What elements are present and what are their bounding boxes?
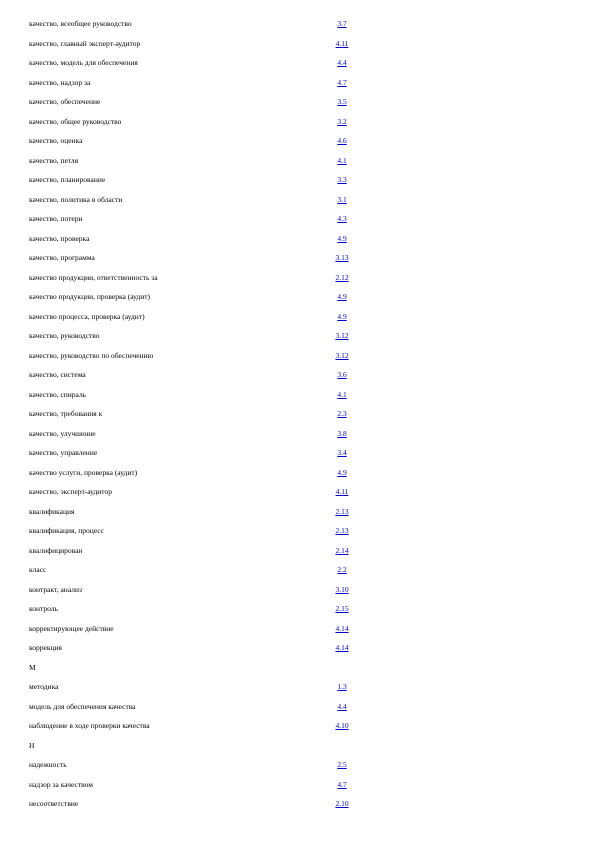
index-page-link[interactable]: 2.12	[335, 272, 349, 282]
index-page-link[interactable]: 4.10	[335, 721, 349, 730]
index-term: надзор за качеством	[29, 779, 94, 789]
index-term: коррекция	[29, 643, 62, 652]
index-entry	[29, 716, 369, 736]
index-page-link[interactable]: 4.9	[337, 311, 347, 321]
index-term: качество, модель для обеспечения	[29, 58, 138, 67]
index-term: качество, спираль	[29, 389, 87, 399]
index-page-link[interactable]: 2.3	[337, 409, 347, 418]
index-entry	[29, 560, 369, 580]
index-page-link[interactable]: 2.13	[335, 526, 349, 535]
index-entry	[29, 463, 369, 483]
index-entry	[29, 248, 369, 268]
index-page-link[interactable]: 4.9	[337, 233, 347, 243]
index-term: модель для обеспечения качества	[29, 701, 136, 711]
index-term: качество, руководство по обеспечению	[29, 350, 154, 360]
index-page-link[interactable]: 4.4	[337, 701, 347, 711]
index-letter-heading: Н	[29, 740, 35, 750]
index-entry	[29, 424, 369, 444]
index-entry	[29, 443, 369, 463]
index-term: качество, надзор за	[29, 77, 91, 87]
index-page-link[interactable]: 3.2	[337, 116, 347, 126]
index-page-link[interactable]: 4.14	[335, 643, 349, 652]
index-term: качество, руководство	[29, 331, 100, 340]
index-letter-heading: М	[29, 662, 36, 672]
index-entry	[29, 385, 369, 405]
index-page-link[interactable]: 4.6	[337, 136, 347, 145]
index-term: надежность	[29, 760, 67, 769]
index-page-link[interactable]: 4.4	[337, 58, 347, 67]
index-term: качество, требования к	[29, 409, 103, 418]
index-entry	[29, 541, 369, 561]
index-entry	[29, 170, 369, 190]
index-term: качество, общее руководство	[29, 116, 122, 126]
index-entry	[29, 209, 369, 229]
index-term: качество, улучшение	[29, 428, 96, 438]
index-page-link[interactable]: 4.11	[335, 38, 349, 48]
index-entry	[29, 482, 369, 502]
index-page-link[interactable]: 3.12	[335, 331, 349, 340]
index-term: качество продукции, проверка (аудит)	[29, 292, 151, 301]
index-page-link[interactable]: 4.3	[337, 214, 347, 223]
index-page-link[interactable]: 4.9	[337, 292, 347, 301]
index-page-link[interactable]: 4.1	[337, 155, 347, 165]
index-term: квалификация	[29, 506, 75, 516]
index-term: качество, потери	[29, 214, 83, 223]
index-page-link[interactable]: 3.1	[337, 194, 347, 204]
index-page-link[interactable]: 2.14	[335, 545, 349, 555]
index-entry	[29, 346, 369, 366]
index-entry	[29, 404, 369, 424]
index-list	[29, 14, 369, 814]
index-entry	[29, 151, 369, 171]
index-entry	[29, 775, 369, 795]
index-term: наблюдение в ходе проверки качества	[29, 721, 150, 730]
index-term: квалификация, процесс	[29, 526, 104, 535]
index-term: качество, эксперт-аудитор	[29, 487, 112, 496]
index-term: качество, управление	[29, 448, 98, 457]
index-term: корректирующее действие	[29, 623, 114, 633]
index-page-link[interactable]: 2.2	[337, 565, 347, 574]
index-entry	[29, 73, 369, 93]
index-entry	[29, 521, 369, 541]
index-entry	[29, 34, 369, 54]
index-term: качество, политика в области	[29, 194, 123, 204]
index-term: качество, программа	[29, 253, 95, 262]
index-entry	[29, 190, 369, 210]
index-entry	[29, 92, 369, 112]
index-entry	[29, 755, 369, 775]
index-entry	[29, 599, 369, 619]
index-page-link[interactable]: 4.7	[337, 779, 347, 789]
index-page-link[interactable]: 3.3	[337, 175, 347, 184]
index-entry	[29, 287, 369, 307]
index-term: качество, главный эксперт-аудитор	[29, 38, 141, 48]
index-entry	[29, 365, 369, 385]
index-entry	[29, 697, 369, 717]
index-entry	[29, 677, 369, 697]
index-page-link[interactable]: 2.10	[335, 799, 349, 808]
index-term: методика	[29, 682, 59, 691]
index-entry	[29, 229, 369, 249]
index-term: качество, оценка	[29, 136, 83, 145]
index-term: качество, обеспечение	[29, 97, 101, 106]
index-term: качество, система	[29, 370, 86, 379]
index-page-link[interactable]: 4.9	[337, 467, 347, 477]
index-entry	[29, 112, 369, 132]
index-page-link[interactable]: 3.8	[337, 428, 347, 438]
index-entry	[29, 53, 369, 73]
index-page-link[interactable]: 2.13	[335, 506, 349, 516]
index-page-link[interactable]: 3.12	[335, 350, 349, 360]
index-term: качество продукции, ответственность за	[29, 272, 158, 282]
index-page-link[interactable]: 3.4	[337, 448, 347, 457]
index-page-link[interactable]: 4.14	[335, 623, 349, 633]
index-term: качество процесса, проверка (аудит)	[29, 311, 145, 321]
index-page-link[interactable]: 1.3	[337, 682, 347, 691]
index-term: качество, планирование	[29, 175, 106, 184]
index-term: качество услуги, проверка (аудит)	[29, 467, 138, 477]
index-entry	[29, 131, 369, 151]
index-page-link[interactable]: 3.10	[335, 584, 349, 594]
index-term: контроль	[29, 604, 58, 613]
index-page-link[interactable]: 4.7	[337, 77, 347, 87]
index-term: качество, петля	[29, 155, 79, 165]
index-entry	[29, 268, 369, 288]
index-entry	[29, 580, 369, 600]
index-entry	[29, 619, 369, 639]
index-entry	[29, 638, 369, 658]
index-term: качество, проверка	[29, 233, 90, 243]
index-term: качество, всеобщее руководство	[29, 19, 132, 28]
index-page-link[interactable]: 4.1	[337, 389, 347, 399]
index-page-link[interactable]: 3.5	[337, 97, 347, 106]
index-term: квалифицирован	[29, 545, 83, 555]
index-term: несоответствие	[29, 799, 79, 808]
index-term: контракт, анализ	[29, 584, 82, 594]
index-entry	[29, 794, 369, 814]
index-entry	[29, 502, 369, 522]
index-page-link[interactable]: 4.11	[335, 487, 349, 496]
index-page-link[interactable]: 2.5	[337, 760, 347, 769]
index-entry	[29, 326, 369, 346]
index-entry	[29, 307, 369, 327]
index-page-link[interactable]: 2.15	[335, 604, 349, 613]
index-term: класс	[29, 565, 47, 574]
index-page-link[interactable]: 3.7	[337, 19, 347, 28]
index-entry	[29, 14, 369, 34]
index-page-link[interactable]: 3.13	[335, 253, 349, 262]
index-page-link[interactable]: 3.6	[337, 370, 347, 379]
